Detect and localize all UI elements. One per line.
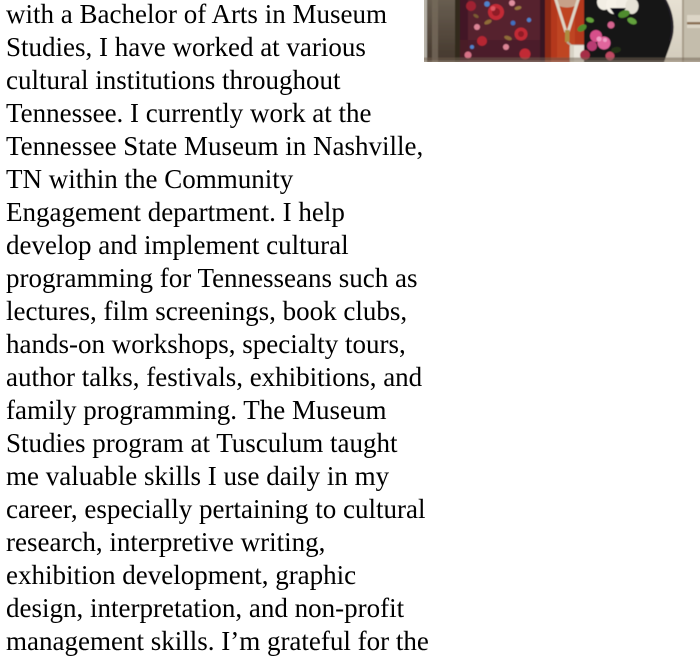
text-line: Tennessee. I currently work at the	[6, 98, 372, 128]
text-line: research, interpretive writing,	[6, 527, 326, 557]
right-wall	[684, 0, 700, 62]
group-photo-image	[424, 0, 700, 62]
text-line: management skills. I’m grateful for the	[6, 626, 429, 656]
text-line: Tennessee State Museum in Nashville,	[6, 131, 424, 161]
text-line: cultural institutions throughout	[6, 65, 341, 95]
column-seam	[682, 0, 684, 62]
text-line: programming for Tennesseans such as	[6, 263, 418, 293]
text-line: author talks, festivals, exhibitions, and	[6, 362, 423, 392]
photo-bottom-edge	[424, 61, 700, 63]
text-line: Engagement department. I help	[6, 197, 345, 227]
person-left-floral-dress	[460, 0, 542, 62]
group-photo-illustration	[424, 0, 700, 62]
text-line: Studies program at Tusculum taught	[6, 428, 398, 458]
text-line: develop and implement cultural	[6, 230, 349, 260]
door-frame-detail	[687, 15, 700, 28]
text-line: design, interpretation, and non-profit	[6, 593, 405, 623]
text-line: exhibition development, graphic	[6, 560, 357, 590]
text-line: with a Bachelor of Arts in Museum	[6, 0, 387, 29]
door-edge	[455, 0, 460, 62]
photo-bottom-shadow	[424, 58, 700, 61]
text-line: lectures, film screenings, book clubs,	[6, 296, 408, 326]
text-line: hands-on workshops, specialty tours,	[6, 329, 406, 359]
person-right-black-blazer	[576, 0, 673, 62]
text-line: TN within the Community	[6, 164, 294, 194]
text-line: Studies, I have worked at various	[6, 32, 366, 62]
text-line: family programming. The Museum	[6, 395, 387, 425]
article-paragraph	[6, 0, 429, 658]
door-highlight	[432, 0, 438, 62]
text-line: career, especially pertaining to cultural	[6, 494, 426, 524]
text-line: me valuable skills I use daily in my	[6, 461, 390, 491]
door-frame-line	[687, 22, 700, 25]
